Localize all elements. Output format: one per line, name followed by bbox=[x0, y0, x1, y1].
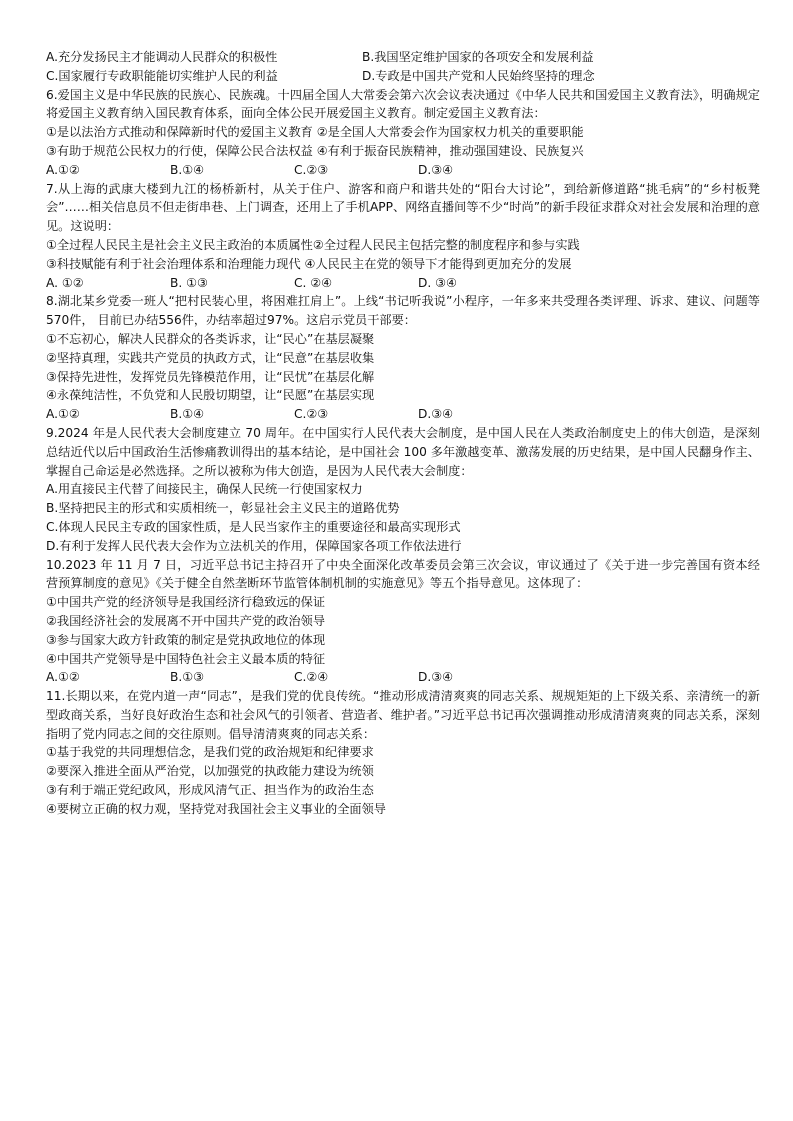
option-c: C.②③ bbox=[294, 162, 329, 177]
statement-line: ②我国经济社会的发展离不开中国共产党的政治领导 bbox=[46, 613, 326, 628]
statement-line: ③有利于端正党纪政风，形成风清气正、担当作为的政治生态 bbox=[46, 783, 374, 798]
option-a: A.①② bbox=[46, 162, 80, 177]
option-c: C. ②④ bbox=[294, 275, 333, 290]
answer-options bbox=[46, 161, 760, 180]
statement-line: ①是以法治方式推动和保障新时代的爱国主义教育 ②是全国人大常委会作为国家权力机关的重要职能 bbox=[46, 125, 584, 140]
choice-a: A.用直接民主代替了间接民主，确保人民统一行使国家权力 bbox=[46, 482, 363, 497]
option-c: C.②④ bbox=[294, 670, 329, 685]
statement-line: ③科技赋能有利于社会治理体系和治理能力现代 ④人民民主在党的领导下才能得到更加充分的发展 bbox=[46, 256, 572, 271]
option-d: D.专政是中国共产党和人民始终坚持的理念 bbox=[362, 68, 595, 83]
option-a: A.①② bbox=[46, 670, 80, 685]
question-8 bbox=[46, 292, 760, 424]
question-stem: 9.2024 年是人民代表大会制度建立 70 周年。在中国实行人民代表大会制度，是中国人民在人类政治制度史上的伟大创造，是深刻总结近代以后中国政治生活惨痛教训得出的基本结论，是中国社会 100 多年激越变革、激荡发展的历史结果，是中国人民翻身作主、掌握自己命运是必然选择。之所以被称为伟大创造，是因为人民代表大会制度： bbox=[46, 425, 760, 478]
statement-line: ③保持先进性，发挥党员先锋模范作用，让“民忧”在基层化解 bbox=[46, 369, 375, 384]
statement-line: ②坚持真理，实践共产党员的执政方式，让“民意”在基层收集 bbox=[46, 350, 375, 365]
statement-line: ①不忘初心，解决人民群众的各类诉求，让“民心”在基层凝聚 bbox=[46, 331, 375, 346]
question-stem: 8.湖北某乡党委一班人“把村民装心里，将困难扛肩上”。上线“书记听我说”小程序，一年多来共受理各类评理、诉求、建议、问题等570件， 目前已办结556件，办结率超过97%。这启示党员干部要： bbox=[46, 294, 760, 328]
option-d: D.③④ bbox=[418, 162, 454, 177]
choice-d: D.有利于发挥人民代表大会作为立法机关的作用，保障国家各项工作依法进行 bbox=[46, 538, 462, 553]
option-d: D.③④ bbox=[418, 407, 454, 422]
answer-options bbox=[46, 274, 760, 293]
question-11 bbox=[46, 687, 760, 819]
question-stem: 7.从上海的武康大楼到九江的杨桥新村，从关于住户、游客和商户和谐共处的“阳台大讨论”，到给新修道路“挑毛病”的“乡村板凳会”……相关信息员不但走街串巷、上门调查，还用上了手机APP、网络直播间等不少“时尚”的新手段征求群众对社会发展和治理的意见。这说明： bbox=[46, 181, 760, 234]
statement-line: ④中国共产党领导是中国特色社会主义最本质的特征 bbox=[46, 651, 326, 666]
option-d: D.③④ bbox=[418, 670, 454, 685]
answer-options bbox=[46, 668, 760, 687]
question-10 bbox=[46, 556, 760, 688]
option-a: A. ①② bbox=[46, 275, 84, 290]
statement-line: ④要树立正确的权力观，坚持党对我国社会主义事业的全面领导 bbox=[46, 801, 386, 816]
question-6 bbox=[46, 86, 760, 180]
choice-b: B.坚持把民主的形式和实质相统一，彰显社会主义民主的道路优势 bbox=[46, 501, 400, 516]
option-a: A.①② bbox=[46, 407, 80, 422]
option-b: B. ①③ bbox=[170, 275, 208, 290]
option-a: A.充分发扬民主才能调动人民群众的积极性 bbox=[46, 50, 278, 64]
option-b: B.①③ bbox=[170, 670, 205, 685]
question-stem: 10.2023 年 11 月 7 日，习近平总书记主持召开了中央全面深化改革委员会第三次会议，审议通过了《关于进一步完善国有资本经营预算制度的意见》《关于健全自然垄断环节监管体制机制的实施意见》等五个指导意见。这体现了： bbox=[46, 557, 760, 591]
option-b: B.我国坚定维护国家的各项安全和发展利益 bbox=[362, 50, 594, 64]
statement-line: ①全过程人民民主是社会主义民主政治的本质属性②全过程人民民主包括完整的制度程序和参与实践 bbox=[46, 237, 580, 252]
option-b: B.①④ bbox=[170, 407, 205, 422]
question-7 bbox=[46, 180, 760, 293]
statement-line: ③参与国家大政方针政策的制定是党执政地位的体现 bbox=[46, 632, 326, 647]
option-c: C.②③ bbox=[294, 407, 329, 422]
option-c: C.国家履行专政职能能切实维护人民的利益 bbox=[46, 68, 278, 83]
question-9 bbox=[46, 424, 760, 556]
question-stem: 6.爱国主义是中华民族的民族心、民族魂。十四届全国人大常委会第六次会议表决通过《中华人民共和国爱国主义教育法》，明确规定将爱国主义教育纳入国民教育体系，面向全体公民开展爱国主义教育。制定爱国主义教育法： bbox=[46, 87, 760, 121]
answer-options bbox=[46, 405, 760, 424]
statement-line: ①中国共产党的经济领导是我国经济行稳致远的保证 bbox=[46, 595, 326, 610]
question-stem: 11.长期以来，在党内道一声“同志”，是我们党的优良传统。“推动形成清清爽爽的同志关系、规规矩矩的上下级关系、亲清统一的新型政商关系，当好良好政治生态和社会风气的引领者、营造者、维护者。”习近平总书记再次强调推动形成清清爽爽的同志关系，深刻指明了党内同志之间的交往原则。倡导清清爽爽的同志关系： bbox=[46, 689, 760, 741]
option-d: D. ③④ bbox=[418, 275, 457, 290]
option-b: B.①④ bbox=[170, 162, 205, 177]
statement-line: ③有助于规范公民权力的行使，保障公民合法权益 ④有利于振奋民族精神，推动强国建设、民族复兴 bbox=[46, 143, 584, 158]
choice-c: C.体现人民民主专政的国家性质，是人民当家作主的重要途径和最高实现形式 bbox=[46, 519, 461, 534]
exam-page bbox=[46, 48, 760, 819]
question-5-options bbox=[46, 48, 760, 86]
statement-line: ④永葆纯洁性，不负党和人民殷切期望，让“民愿”在基层实现 bbox=[46, 388, 375, 403]
statement-line: ②要深入推进全面从严治党，以加强党的执政能力建设为统领 bbox=[46, 764, 374, 779]
statement-line: ①基于我党的共同理想信念，是我们党的政治规矩和纪律要求 bbox=[46, 745, 374, 760]
